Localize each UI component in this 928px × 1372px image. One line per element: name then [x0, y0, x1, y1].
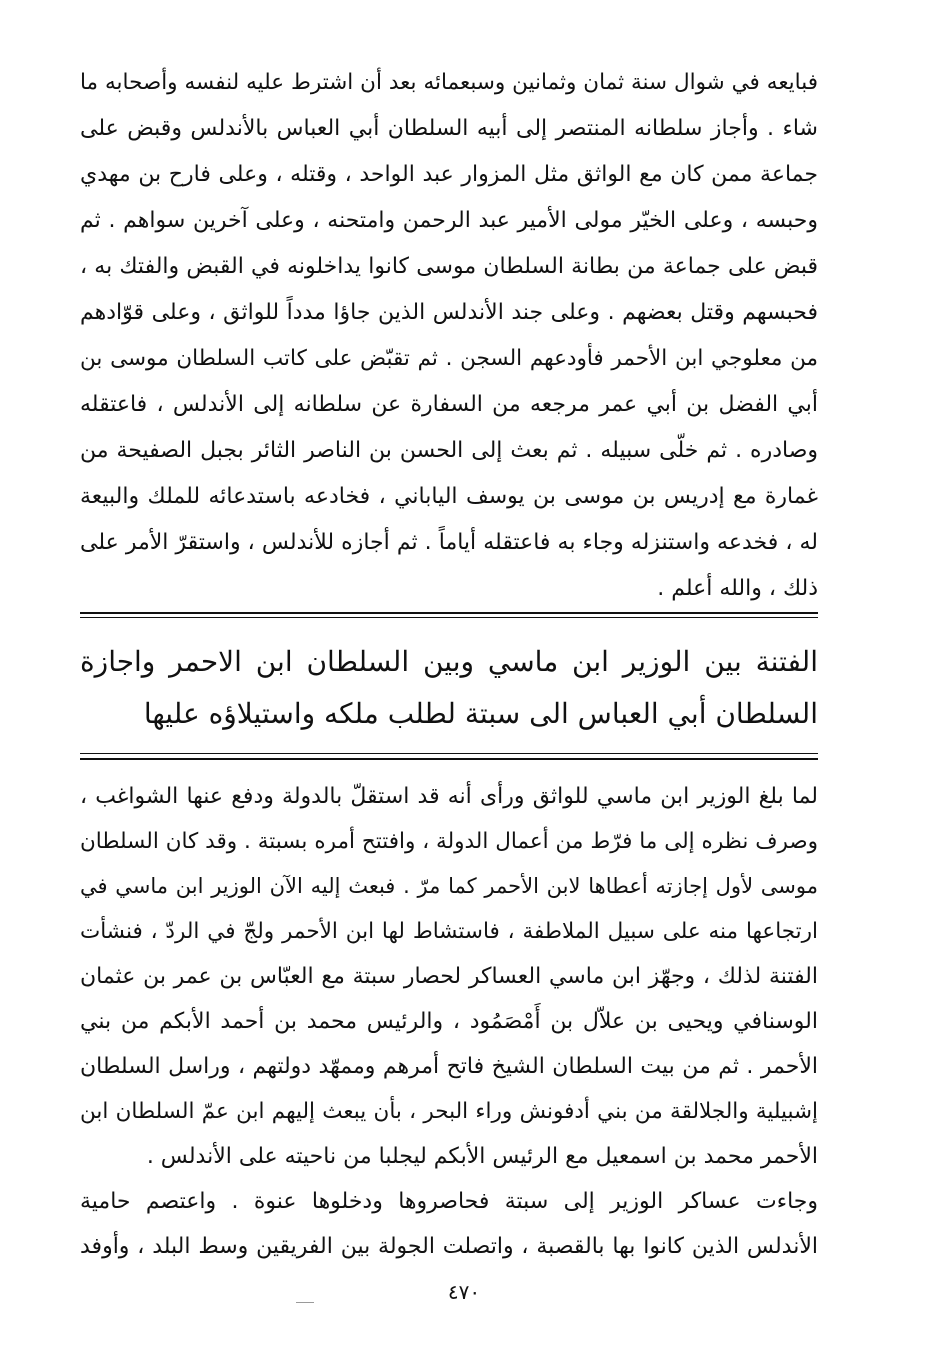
heading-top-rule-inner [80, 617, 818, 618]
text-line: وصرف نظره إلى ما فرّط من أعمال الدولة ، وافتتح أمره بسبتة . وقد كان السلطان [80, 829, 818, 854]
text-line: أبي الفضل بن أبي عمر مرجعه من السفارة عن سلطانه إلى الأندلس ، فاعتقله [80, 392, 818, 417]
text-line: من معلوجي ابن الأحمر فأودعهم السجن . ثم تقبّض على كاتب السلطان موسى بن [80, 346, 818, 371]
text-line: الأندلس الذين كانوا بها بالقصبة ، واتصلت الجولة بين الفريقين وسط البلد ، وأوفد [80, 1234, 818, 1259]
text-line: ذلك ، والله أعلم . [657, 576, 818, 601]
text-line: قبض على جماعة من بطانة السلطان موسى كانوا يداخلونه في القبض والفتك به ، [80, 254, 818, 279]
text-line: شاء . وأجاز سلطانه المنتصر إلى أبيه السلطان أبي العباس بالأندلس وقبض على [80, 116, 818, 141]
text-line: جماعة ممن كان مع الواثق مثل المزوار عبد الواحد ، وقتله ، وعلى فارح بن مهدي [80, 162, 818, 187]
text-line: لما بلغ الوزير ابن ماسي للواثق ورأى أنه قد استقلّ بالدولة ودفع عنها الشواغب ، [80, 784, 818, 809]
text-line: الأحمر . ثم من بيت السلطان الشيخ فاتح أمرهم وممهّد دولتهم ، وراسل السلطان [80, 1054, 818, 1079]
text-line: الأحمر محمد بن اسمعيل مع الرئيس الأبكم ليجلبا من ناحيته على الأندلس . [146, 1144, 818, 1169]
text-line: ارتجاعها منه على سبيل الملاطفة ، فاستشاط لها ابن الأحمر ولجّ في الردّ ، فنشأت [80, 919, 818, 944]
text-line: إشبيلية والجلالقة من بني أدفونش وراء البحر ، بأن يبعث إليهم ابن عمّ السلطان ابن [80, 1099, 818, 1124]
text-line: الوسنافي ويحيى بن علاّل بن أَمْصَمُود ، والرئيس محمد بن أحمد الأبكم من بني [80, 1009, 818, 1034]
page-number: ٤٧٠ [447, 1280, 481, 1304]
section-heading [80, 636, 818, 740]
text-line: وحبسه ، وعلى الخيّر مولى الأمير عبد الرحمن وامتحنه ، وعلى آخرين سواهم . ثم [80, 208, 818, 233]
text-line: وجاءت عساكر الوزير إلى سبتة فحاصروها ودخلوها عنوة . واعتصم حامية [80, 1189, 818, 1214]
bottom-paragraph [80, 774, 818, 1269]
text-line: فحبسهم وقتل بعضهم . وعلى جند الأندلس الذين جاؤا مدداً للواثق ، وعلى قوّادهم [80, 300, 818, 325]
heading-bottom-rule-inner [80, 753, 818, 754]
heading-top-rule [80, 612, 818, 614]
top-paragraph [80, 60, 818, 612]
scan-mark [296, 1302, 314, 1303]
text-line: موسى لأول إجازته أعطاها لابن الأحمر كما مرّ . فبعث إليه الآن الوزير ابن ماسي في [80, 874, 818, 898]
heading-line: الفتنة بين الوزير ابن ماسي وبين السلطان ابن الاحمر واجازة [80, 645, 818, 678]
text-line: وصادره . ثم خلّى سبيله . ثم بعث إلى الحسن بن الناصر الثائر بجبل الصفيحة من [80, 438, 818, 463]
heading-line: السلطان أبي العباس الى سبتة لطلب ملكه واستيلاؤه عليها [143, 697, 818, 730]
text-line: غمارة مع إدريس بن موسى بن يوسف الياباني ، فخادعه باستدعائه للملك والبيعة [80, 484, 818, 509]
heading-bottom-rule [80, 758, 818, 760]
text-line: الفتنة لذلك ، وجهّز ابن ماسي العساكر لحصار سبتة مع العبّاس بن عمر بن عثمان [80, 964, 818, 989]
text-line: له ، فخدعه واستنزله وجاء به فاعتقله أياماً . ثم أجازه للأندلس ، واستقرّ الأمر على [80, 530, 818, 555]
text-line: فبايعه في شوال سنة ثمان وثمانين وسبعمائه بعد أن اشترط عليه لنفسه وأصحابه ما [80, 70, 818, 95]
